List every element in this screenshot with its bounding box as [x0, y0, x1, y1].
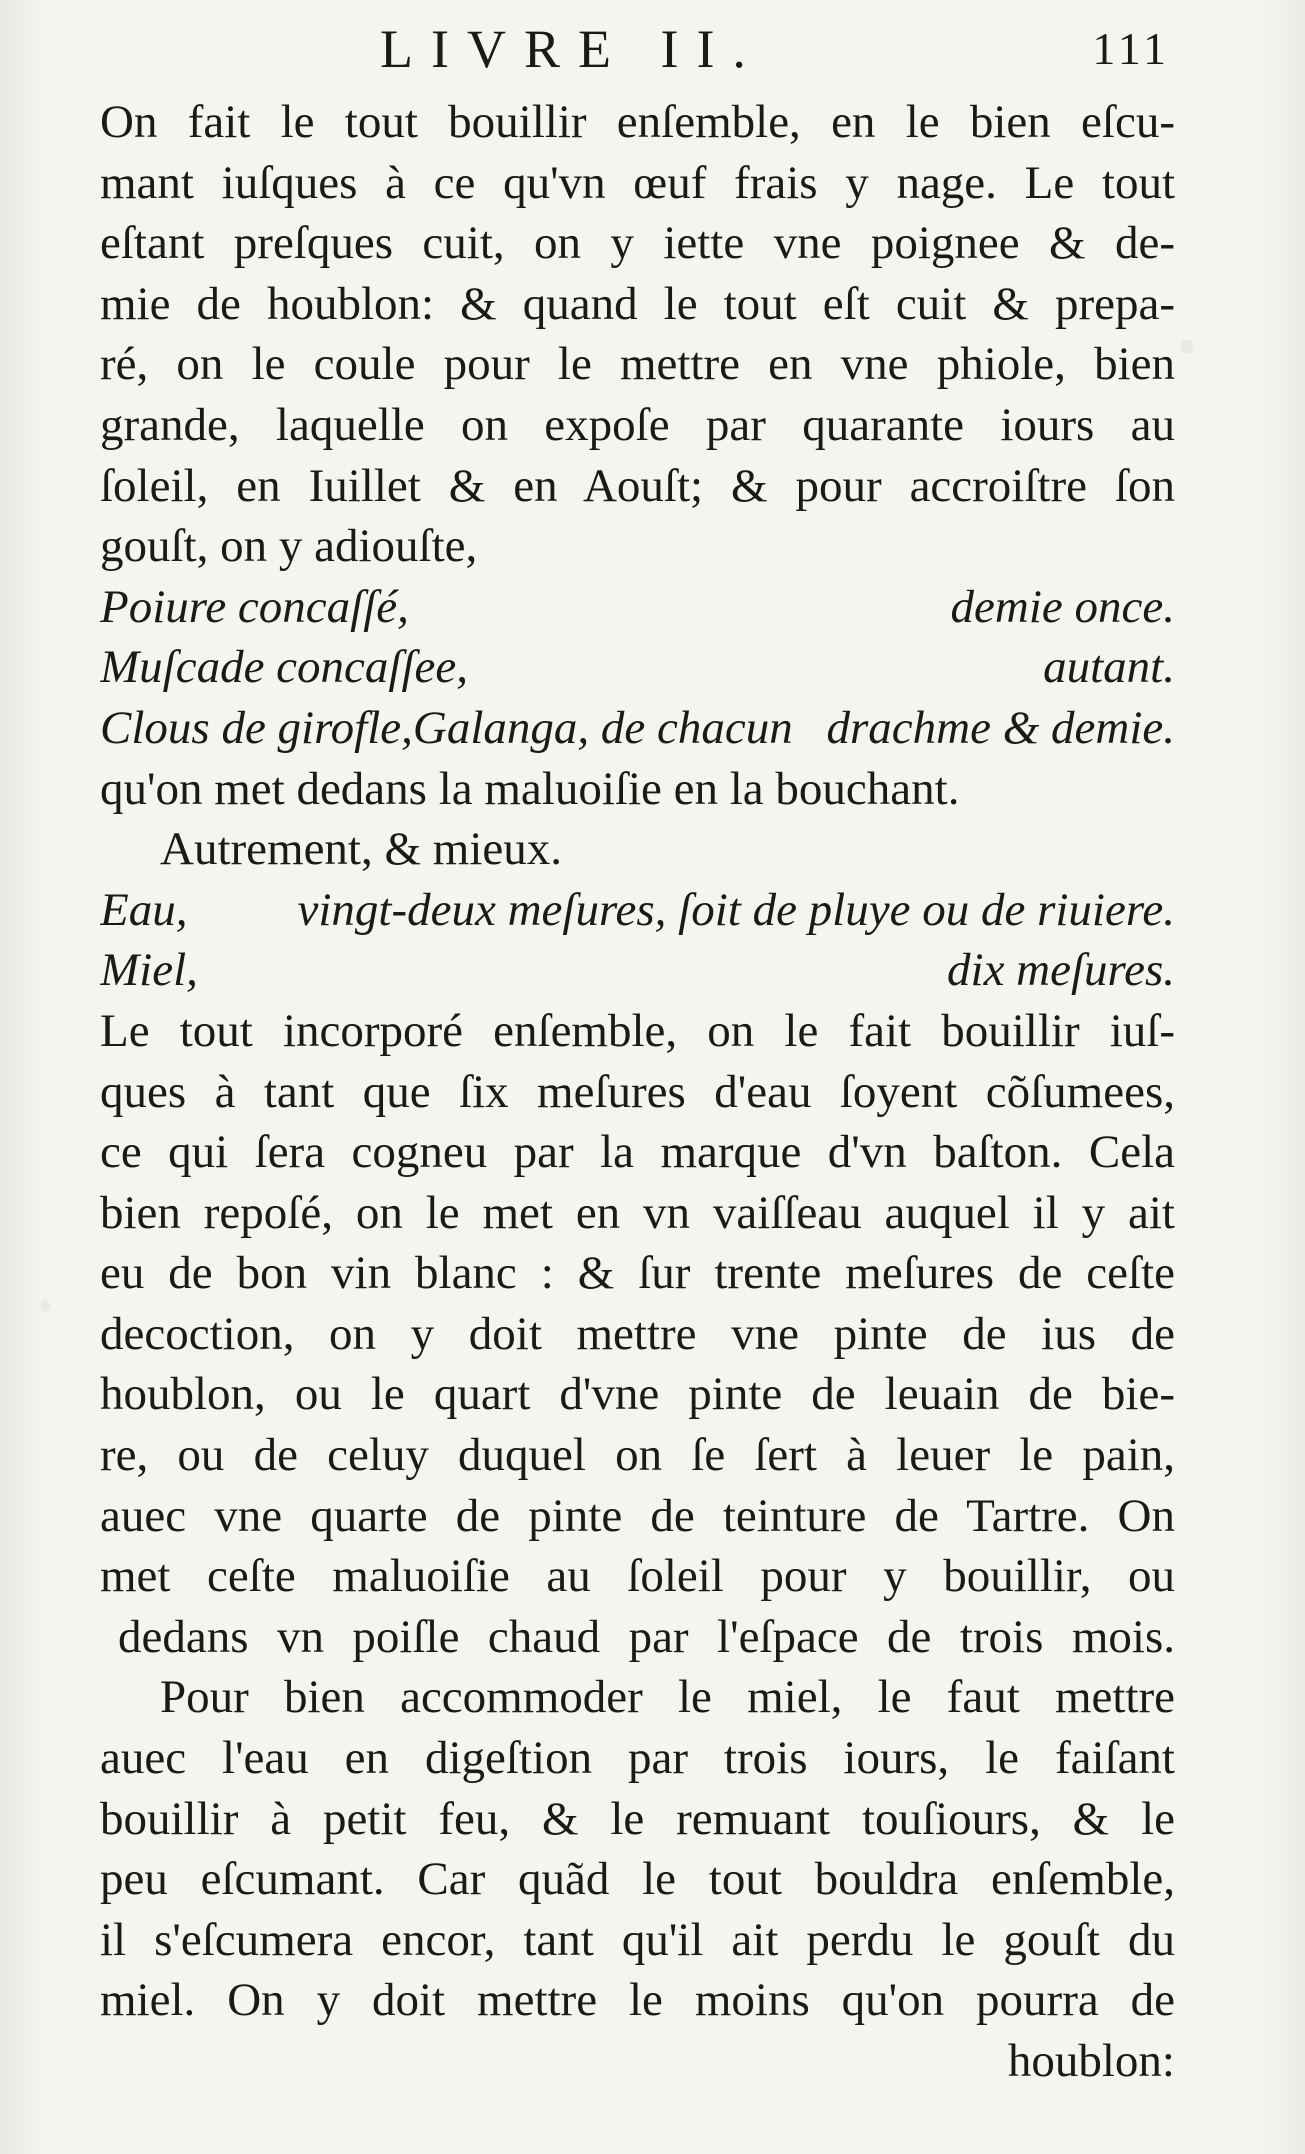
recipe-row: [100, 880, 1175, 941]
text-line: re, ou de celuy duquel on ſe ſert à leuer le pain,: [100, 1429, 1175, 1482]
paragraph-1: [100, 92, 1175, 577]
text-line: auec l'eau en digeſtion par trois iours, le faiſant: [100, 1732, 1175, 1785]
text-line: ce qui ſera cogneu par la marque d'vn baſton. Cela: [100, 1126, 1175, 1179]
text-line: eu de bon vin blanc : & ſur trente meſures de ceſte: [100, 1247, 1175, 1300]
paragraph-3: [100, 1667, 1175, 2031]
ingredient: Muſcade concaſſee,: [100, 641, 468, 694]
text-line: gouſt, on y adiouſte,: [100, 520, 478, 573]
ingredient: Eau,: [100, 883, 188, 936]
page-header: [100, 18, 1170, 78]
text-line: met ceſte maluoiſie au ſoleil pour y bouillir, ou: [100, 1550, 1175, 1603]
quantity: drachme & demie.: [826, 701, 1175, 754]
text-line: bien repoſé, on le met en vn vaiſſeau auquel il y ait: [100, 1186, 1175, 1239]
recipe-list-2: [100, 880, 1175, 1001]
text-line: Pour bien accommoder le miel, le faut mettre: [160, 1671, 1175, 1724]
catchword: houblon:: [1007, 2035, 1175, 2087]
text-line: ques à tant que ſix meſures d'eau ſoyent cõſumees,: [100, 1065, 1175, 1118]
recipe-row: [100, 698, 1175, 759]
text-line: mie de houblon: & quand le tout eſt cuit & prepa-: [100, 277, 1175, 330]
paper-stain: [1180, 340, 1194, 354]
alternative-heading: Autrement, & mieux.: [160, 823, 563, 876]
quantity: demie once.: [950, 580, 1175, 633]
page-number: 111: [1092, 23, 1170, 74]
recipe-row: [100, 637, 1175, 698]
page-body: [100, 92, 1175, 2092]
text-line: il s'eſcumera encor, tant qu'il ait perdu le gouſt du: [100, 1913, 1175, 1966]
text-line: grande, laquelle on expoſe par quarante iours au: [100, 398, 1175, 451]
recipe-list-1: [100, 577, 1175, 759]
recipe-closing-line: qu'on met dedans la maluoiſie en la bouchant.: [100, 762, 960, 815]
text-line: mant iuſques à ce qu'vn œuf frais y nage. Le tout: [100, 156, 1175, 209]
text-line: ré, on le coule pour le mettre en vne phiole, bien: [100, 338, 1175, 391]
quantity: autant.: [1043, 641, 1175, 694]
ingredient: Poiure concaſſé,: [100, 580, 409, 633]
quantity: vingt-deux meſures, ſoit de pluye ou de riuiere.: [297, 883, 1175, 936]
text-line: eſtant preſques cuit, on y iette vne poignee & de-: [100, 217, 1175, 270]
text-line: On fait le tout bouillir enſemble, en le bien eſcu-: [100, 96, 1175, 148]
text-line: peu eſcumant. Car quãd le tout bouldra enſemble,: [100, 1853, 1175, 1906]
paper-stain: [40, 1300, 50, 1312]
text-line: Le tout incorporé enſemble, on le fait bouillir iuſ-: [100, 1004, 1175, 1057]
text-line: ſoleil, en Iuillet & en Aouſt; & pour accroiſtre ſon: [100, 459, 1175, 512]
recipe-row: [100, 940, 1175, 1001]
ingredient: Miel,: [100, 944, 198, 997]
text-line: dedans vn poiſle chaud par l'eſpace de trois mois.: [118, 1610, 1175, 1663]
recipe-row: [100, 577, 1175, 638]
running-title: LIVRE II.: [380, 19, 764, 79]
paragraph-2: [100, 1001, 1175, 1668]
text-line: bouillir à petit feu, & le remuant touſiours, & le: [100, 1792, 1175, 1845]
text-line: decoction, on y doit mettre vne pinte de ius de: [100, 1307, 1175, 1360]
text-line: miel. On y doit mettre le moins qu'on pourra de: [100, 1974, 1175, 2027]
text-line: houblon, ou le quart d'vne pinte de leuain de bie-: [100, 1368, 1175, 1421]
quantity: dix meſures.: [947, 944, 1175, 997]
ingredient: Clous de girofle,Galanga, de chacun: [100, 701, 793, 754]
text-line: auec vne quarte de pinte de teinture de Tartre. On: [100, 1489, 1175, 1542]
